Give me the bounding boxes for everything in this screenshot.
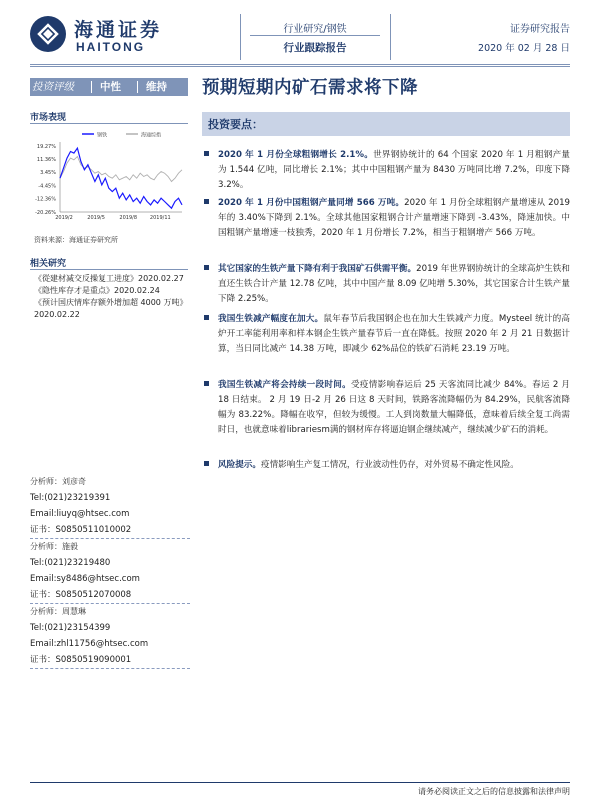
header-divider: [240, 14, 241, 60]
related-research-item[interactable]: 《隐性库存才是重点》2020.02.24: [34, 286, 160, 295]
industry-label: 行业研究/钢铁: [283, 24, 347, 35]
key-point-heading: 我国生铁减产将会持续一段时间。: [218, 380, 351, 390]
y-tick-label: 11.36%: [36, 157, 56, 163]
key-points-header: [202, 112, 570, 136]
key-point-item: [204, 262, 570, 307]
investment-rating-bar: [30, 78, 188, 96]
rating-label: 投资评级: [32, 81, 74, 93]
bullet-square-icon: [204, 151, 209, 156]
key-point-heading: 2020 年 1 月份中国粗钢产量同增 566 万吨。: [218, 198, 405, 208]
key-point-heading: 风险提示。: [218, 460, 261, 470]
key-point-body: 鼠年春节后我国钢企也在加大生铁减产力度。Mysteel 统计的高炉开工率能利用率和样本钢企生铁产量春节后一直在降低。按照 2020 年 2 月 21 日数据计算，当日同比减产 14.38 万吨，即减少 62%品位的铁矿石消耗 23.19 万吨。: [218, 314, 570, 354]
legend-label: 钢铁: [97, 132, 108, 139]
related-research-title: 相关研究: [30, 259, 67, 269]
analyst-name: 分析师：施毅: [30, 542, 78, 551]
logo-english-name: HAITONG: [76, 40, 146, 54]
header-rule: [30, 64, 570, 67]
company-logo: [30, 14, 210, 56]
analyst-phone: Tel:(021)23154399: [30, 623, 111, 633]
analyst-certificate: 证书：S0850519090001: [30, 655, 132, 665]
related-research-list: [34, 273, 192, 321]
report-category-label: 证券研究报告: [510, 24, 570, 35]
rating-value: 中性: [100, 81, 121, 93]
chart-source: 资料来源：海通证券研究所: [34, 236, 118, 244]
y-tick-label: -20.26%: [35, 209, 56, 216]
chart-y-axis: [35, 142, 60, 216]
analyst-certificate: 证书：S0850512070008: [30, 590, 132, 600]
key-point-body: 世界钢协统计的 64 个国家 2020 年 1 月粗钢产量为 1.544 亿吨，同比增长 2.1%；其中中国粗钢产量为 8430 万吨同比增 7.2%，印度下降 3.2%。: [218, 150, 571, 190]
rating-separator: [137, 81, 138, 93]
logo-emblem-icon: [30, 16, 66, 52]
header-divider: [390, 14, 391, 60]
bullet-square-icon: [204, 199, 209, 204]
x-tick-label: 2019/2: [55, 215, 73, 221]
bullet-square-icon: [204, 265, 209, 270]
analyst-phone: Tel:(021)23219480: [30, 558, 111, 568]
bullet-square-icon: [204, 381, 209, 386]
steel-series-line: [60, 148, 182, 208]
x-tick-label: 2019/5: [87, 215, 105, 221]
analyst-name: 分析师：刘彦奇: [30, 477, 86, 486]
analyst-card: [30, 604, 190, 669]
key-point-heading: 其它国家的生铁产量下降有利于我国矿石供需平衡。: [218, 264, 417, 274]
footer-rule: [30, 782, 570, 783]
disclaimer-notice[interactable]: 请务必阅读正文之后的信息披露和法律声明: [418, 787, 570, 796]
bullet-square-icon: [204, 315, 209, 320]
section-rule: [30, 269, 188, 270]
report-date: 2020 年 02 月 28 日: [478, 43, 570, 54]
key-point-body: 受疫情影响春运后 25 天客流同比减少 84%。春运 2 月 18 日结束。 2 月 19 日-2 月 26 日这 8 天时间，铁路客流降幅仍为 84.29%，民航客流降幅为 83.22%。降幅在收窄，但较为缓慢。工人到岗数量大幅降低，意味着后续全复工尚需时日，也就意味着librariesm满的钢材库存将逼迫钢企继续减产，继续减少矿石的消耗。: [218, 380, 570, 435]
header-inner-divider: [250, 35, 380, 36]
chart-x-axis: [55, 212, 182, 221]
y-tick-label: -4.45%: [38, 183, 56, 190]
y-tick-label: 3.45%: [40, 170, 56, 177]
related-research-item[interactable]: 《预计国庆情库存额外增加超 4000 万吨》2020.02.22: [34, 298, 188, 319]
analyst-card: [30, 539, 190, 604]
key-point-item: [204, 148, 570, 193]
bullet-square-icon: [204, 461, 209, 466]
key-point-item: [204, 378, 570, 438]
legend-label: 海通综指: [141, 132, 162, 139]
key-point-heading: 2020 年 1 月份全球粗钢增长 2.1%。: [218, 150, 374, 160]
x-tick-label: 2019/11: [149, 215, 171, 221]
key-point-body: 疫情影响生产复工情况，行业波动性仍存，对外贸易不确定性风险。: [260, 460, 519, 470]
analyst-email[interactable]: Email:sy8486@htsec.com: [30, 574, 140, 584]
y-tick-label: -12.36%: [35, 196, 56, 203]
market-performance-chart: [30, 126, 190, 224]
analyst-card: [30, 474, 190, 539]
market-performance-title: 市场表现: [30, 113, 67, 123]
related-research-item[interactable]: 《從建材减交反操复工进度》2020.02.27: [34, 274, 184, 283]
key-point-heading: 我国生铁减产幅度在加大。: [218, 314, 324, 324]
report-title: 预期短期内矿石需求将下降: [202, 78, 418, 98]
key-points-title: 投资要点：: [208, 118, 263, 131]
rating-separator: [91, 81, 92, 93]
analyst-email[interactable]: Email:zhl11756@htsec.com: [30, 639, 149, 649]
section-rule: [30, 123, 188, 124]
key-point-item: [204, 312, 570, 357]
analyst-name: 分析师：周慧琳: [30, 607, 86, 616]
report-type-label: 行业跟踪报告: [283, 42, 347, 54]
analyst-phone: Tel:(021)23219391: [30, 493, 111, 503]
rating-trend: 维持: [146, 81, 167, 93]
y-tick-label: 19.27%: [36, 143, 56, 150]
analyst-email[interactable]: Email:liuyq@htsec.com: [30, 509, 130, 519]
key-point-item: [204, 196, 570, 241]
key-point-body: 2020 年 1 月份全球粗钢产量增速从 2019 年的 3.40%下降到 2.1%。全球其他国家粗钢合计产量增速下降到 -3.43%，降速加快。中国粗钢产量增速一枝独秀，2020 年 1 月份增长 7.2%，相当于粗钢增产 566 万吨。: [218, 198, 571, 238]
key-point-body: 2019 年世界钢协统计的全球高炉生铁和直还生铁合计产量 12.78 亿吨，其中中国产量 8.09 亿吨增 5.30%，其它国家合计生铁产量下降 2.25%。: [218, 264, 570, 304]
logo-chinese-name: 海通证券: [74, 19, 163, 41]
key-point-item: [204, 458, 570, 473]
analyst-certificate: 证书：S0850511010002: [30, 525, 132, 535]
chart-legend: [82, 132, 161, 139]
analyst-contacts: [30, 474, 190, 669]
x-tick-label: 2019/8: [119, 215, 138, 221]
index-series-line: [60, 157, 182, 182]
chart-plot-area: [60, 148, 182, 208]
